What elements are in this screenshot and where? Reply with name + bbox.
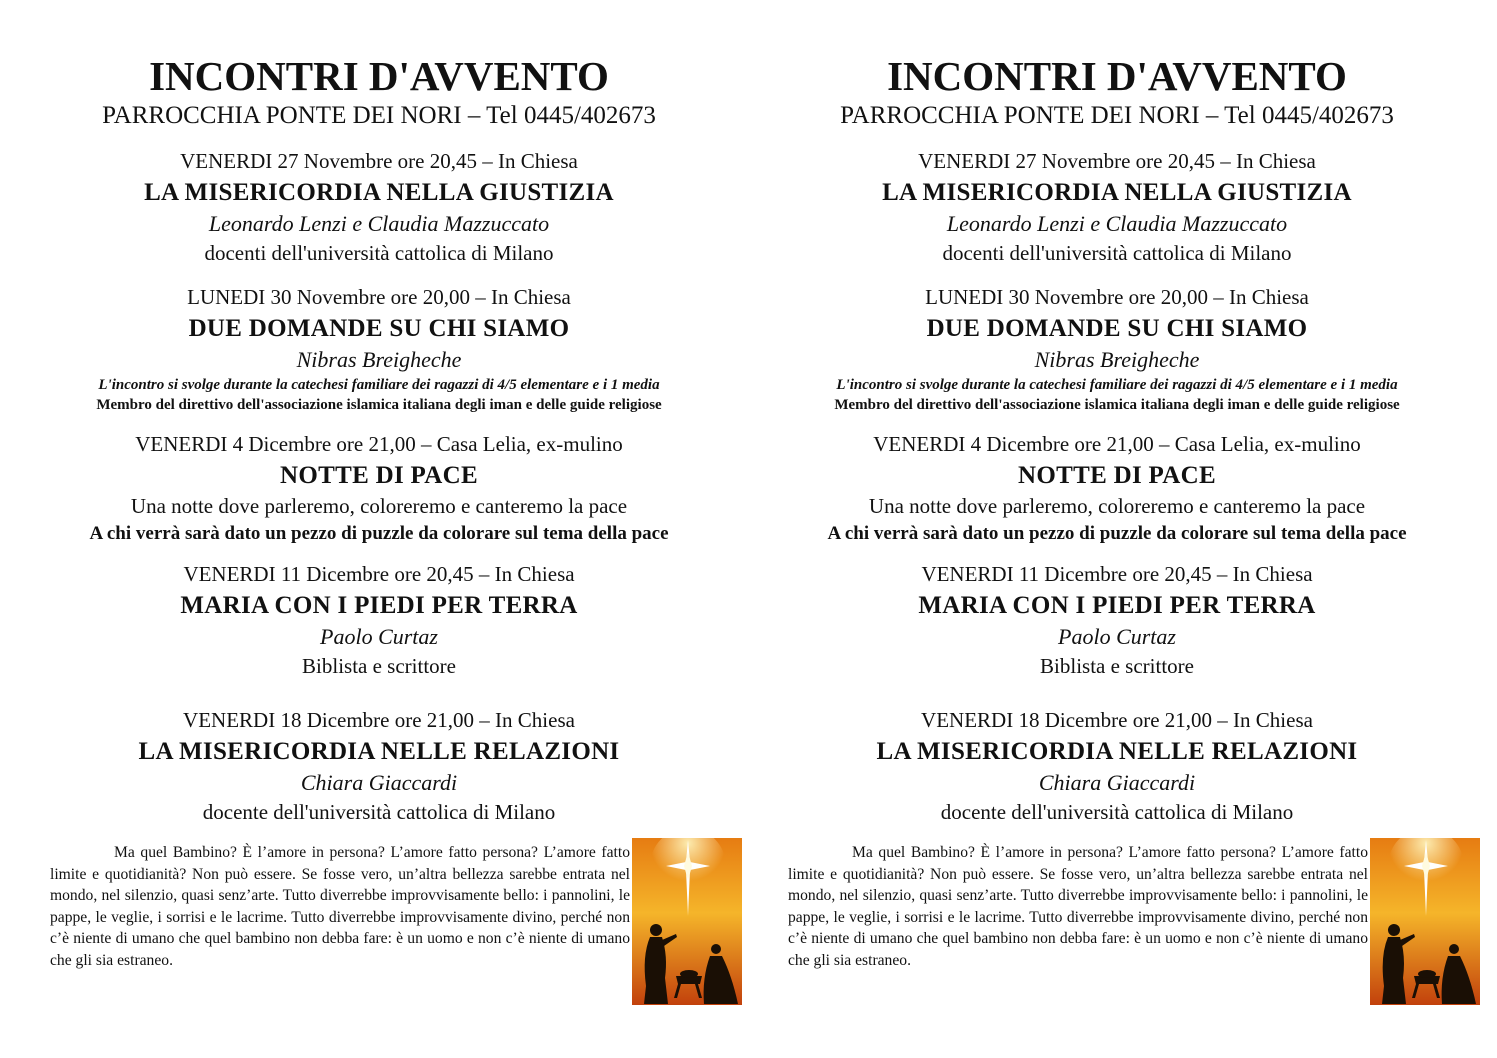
event-role: docenti dell'università cattolica di Milano [942,241,1292,265]
event-speaker: Leonardo Lenzi e Claudia Mazzuccato [208,211,550,236]
event-when: VENERDI 18 Dicembre ore 21,00 – In Chiesa [183,708,575,732]
event-title: LA MISERICORDIA NELLE RELAZIONI [876,738,1358,765]
christmas-quote: Ma quel Bambino? È l’amore in persona? L’amore fatto persona? L’amore fatto limite e quotidianità? Non può essere. Se fosse vero, un’altra bellezza sarebbe entrata nel mondo, nel silenzio, quasi senz’arte. Tutto diverrebbe improvvisamente bello: i pannolini, le pappe, le veglie, i sorrisi e le lacrime. Tutto diverrebbe improvvisamente divino, perché non c’è niente di umano che quel bambino non debba fare: è un uomo e non c’è niente di umano che gli sia estraneo. [50,844,630,969]
flyer-left [10,0,748,1058]
page-title: INCONTRI D'AVVENTO [149,53,609,99]
flyer-right [748,0,1486,1058]
event-when: VENERDI 4 Dicembre ore 21,00 – Casa Lelia, ex-mulino [135,432,623,456]
event-when: VENERDI 11 Dicembre ore 20,45 – In Chiesa [921,562,1313,586]
event-speaker: Paolo Curtaz [1058,624,1176,649]
event-title: MARIA CON I PIEDI PER TERRA [918,592,1316,619]
event-note: A chi verrà sarà dato un pezzo di puzzle da colorare sul tema della pace [827,523,1407,544]
event-speaker: Leonardo Lenzi e Claudia Mazzuccato [946,211,1288,236]
event-description: Una notte dove parleremo, coloreremo e canteremo la pace [868,494,1366,518]
event-2 [748,283,1486,415]
event-3 [748,430,1486,547]
event-5 [10,706,748,827]
event-role: docente dell'università cattolica di Milano [202,800,556,824]
event-1 [748,147,1486,268]
nativity-image [632,838,742,1005]
event-title: DUE DOMANDE SU CHI SIAMO [188,315,570,342]
event-title: MARIA CON I PIEDI PER TERRA [180,592,578,619]
event-when: VENERDI 18 Dicembre ore 21,00 – In Chiesa [921,708,1313,732]
event-note: L'incontro si svolge durante la catechesi familiare dei ragazzi di 4/5 elementare e i 1 media [836,377,1398,393]
event-speaker: Paolo Curtaz [320,624,438,649]
event-title: LA MISERICORDIA NELLA GIUSTIZIA [144,179,614,206]
event-role: Biblista e scrittore [302,654,456,678]
christmas-quote: Ma quel Bambino? È l’amore in persona? L’amore fatto persona? L’amore fatto limite e quotidianità? Non può essere. Se fosse vero, un’altra bellezza sarebbe entrata nel mondo, nel silenzio, quasi senz’arte. Tutto diverrebbe improvvisamente bello: i pannolini, le pappe, le veglie, i sorrisi e le lacrime. Tutto diverrebbe improvvisamente divino, perché non c’è niente di umano che quel bambino non debba fare: è un uomo e non c’è niente di umano che gli sia estraneo. [788,844,1368,969]
event-speaker: Nibras Breigheche [296,347,462,372]
event-when: VENERDI 11 Dicembre ore 20,45 – In Chiesa [183,562,575,586]
event-description: Una notte dove parleremo, coloreremo e canteremo la pace [130,494,628,518]
page-title: INCONTRI D'AVVENTO [887,53,1347,99]
event-role: docenti dell'università cattolica di Milano [204,241,554,265]
event-title: NOTTE DI PACE [1018,462,1216,489]
event-when: VENERDI 4 Dicembre ore 21,00 – Casa Lelia, ex-mulino [873,432,1361,456]
event-role: Membro del direttivo dell'associazione islamica italiana degli iman e delle guide religiose [834,397,1400,413]
event-when: VENERDI 27 Novembre ore 20,45 – In Chiesa [918,149,1316,173]
event-speaker: Chiara Giaccardi [300,770,458,795]
event-role: Membro del direttivo dell'associazione islamica italiana degli iman e delle guide religiose [96,397,662,413]
event-4 [10,560,748,681]
parish-subtitle: PARROCCHIA PONTE DEI NORI – Tel 0445/402673 [102,102,656,129]
parish-subtitle: PARROCCHIA PONTE DEI NORI – Tel 0445/402673 [840,102,1394,129]
event-title: LA MISERICORDIA NELLA GIUSTIZIA [882,179,1352,206]
event-role: docente dell'università cattolica di Milano [940,800,1294,824]
event-speaker: Nibras Breigheche [1034,347,1200,372]
event-when: VENERDI 27 Novembre ore 20,45 – In Chiesa [180,149,578,173]
event-note: L'incontro si svolge durante la catechesi familiare dei ragazzi di 4/5 elementare e i 1 media [98,377,660,393]
event-2 [10,283,748,415]
event-title: LA MISERICORDIA NELLE RELAZIONI [138,738,620,765]
event-4 [748,560,1486,681]
event-speaker: Chiara Giaccardi [1038,770,1196,795]
nativity-image [1370,838,1480,1005]
event-role: Biblista e scrittore [1040,654,1194,678]
event-5 [748,706,1486,827]
event-3 [10,430,748,547]
event-title: NOTTE DI PACE [280,462,478,489]
event-1 [10,147,748,268]
event-note: A chi verrà sarà dato un pezzo di puzzle da colorare sul tema della pace [89,523,669,544]
event-when: LUNEDI 30 Novembre ore 20,00 – In Chiesa [925,285,1309,309]
event-title: DUE DOMANDE SU CHI SIAMO [926,315,1308,342]
event-when: LUNEDI 30 Novembre ore 20,00 – In Chiesa [187,285,571,309]
